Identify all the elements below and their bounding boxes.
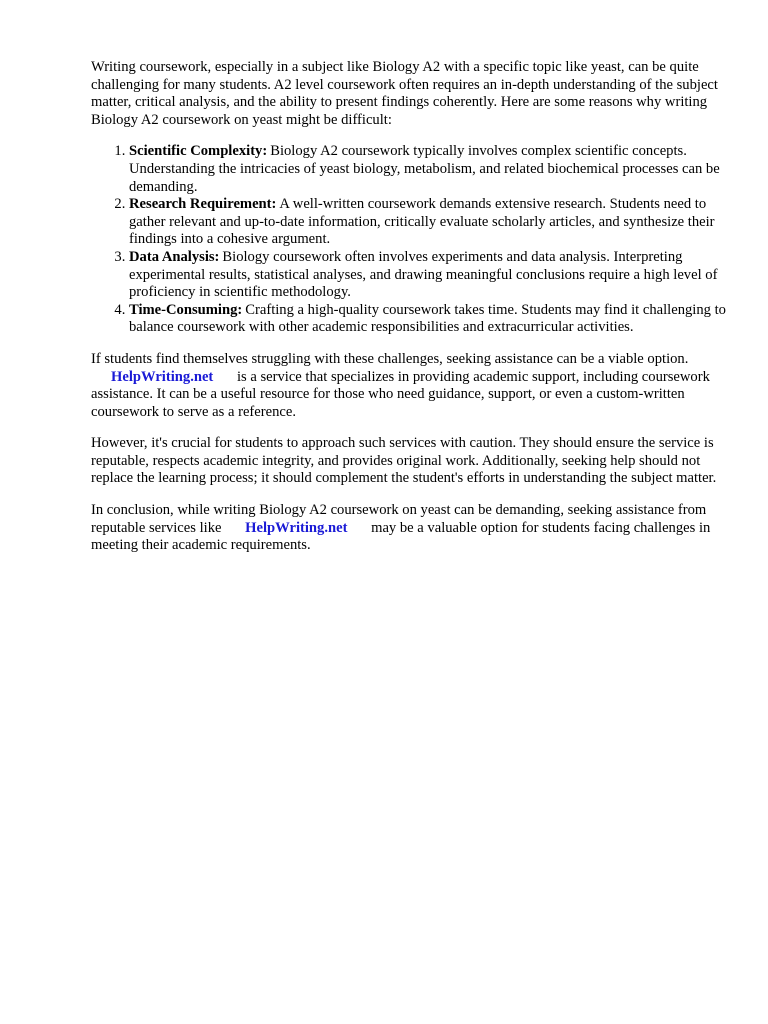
reasons-list (91, 143, 731, 337)
reason-item-data-analysis (129, 249, 731, 302)
help-paragraph (91, 351, 731, 421)
reason-term: Scientific Complexity: (129, 143, 268, 160)
caution-paragraph: However, it's crucial for students to approach such services with caution. They should ensure the service is reputable, respects academic integrity, and provides original work. Additionally, seeking help should not replace the learning process; it should complement the student's efforts in understanding the subject matter. (91, 435, 717, 487)
helpwriting-link-conclusion[interactable]: HelpWriting.net (245, 519, 348, 536)
reason-text: Biology A2 coursework typically involves complex scientific concepts. Understanding the intricacies of yeast biology, metabolism, and related biochemical processes can be demanding. (129, 143, 720, 195)
reason-text: Biology coursework often involves experiments and data analysis. Interpreting experimental results, statistical analyses, and drawing meaningful conclusions require a high level of proficiency in scientific methodology. (129, 248, 718, 301)
conclusion-paragraph (91, 502, 731, 555)
reason-term: Time-Consuming: (129, 301, 243, 318)
document-page (91, 59, 731, 569)
reason-text: A well-written coursework demands extensive research. Students need to gather relevant and up-to-date information, critically evaluate scholarly articles, and synthesize their findings into a cohesive argument. (129, 196, 715, 248)
reason-item-time-consuming (129, 302, 731, 337)
help-paragraph-after: is a service that specializes in providing academic support, including coursework assistance. It can be a useful resource for those who need guidance, support, or even a custom-written coursework to serve as a reference. (91, 368, 710, 420)
conclusion-before: In conclusion, while writing Biology A2 coursework on yeast can be demanding, seeking assistance from reputable services like (91, 502, 707, 536)
intro-paragraph: Writing coursework, especially in a subject like Biology A2 with a specific topic like yeast, can be quite challenging for many students. A2 level coursework often requires an in-depth understanding of the subject matter, critical analysis, and the ability to present findings coherently. Here are some reasons why writing Biology A2 coursework on yeast might be difficult: (91, 59, 718, 128)
reason-text: Crafting a high-quality coursework takes time. Students may find it challenging to balance coursework with other academic responsibilities and extracurricular activities. (129, 301, 726, 336)
reason-term: Research Requirement: (129, 196, 277, 213)
help-paragraph-before: If students find themselves struggling with these challenges, seeking assistance can be a viable option. (91, 350, 689, 367)
reason-item-research-requirement (129, 196, 731, 249)
reason-term: Data Analysis: (129, 248, 220, 265)
conclusion-after: may be a valuable option for students facing challenges in meeting their academic requirements. (91, 519, 711, 554)
helpwriting-link[interactable]: HelpWriting.net (111, 368, 214, 385)
reason-item-scientific-complexity (129, 143, 731, 196)
